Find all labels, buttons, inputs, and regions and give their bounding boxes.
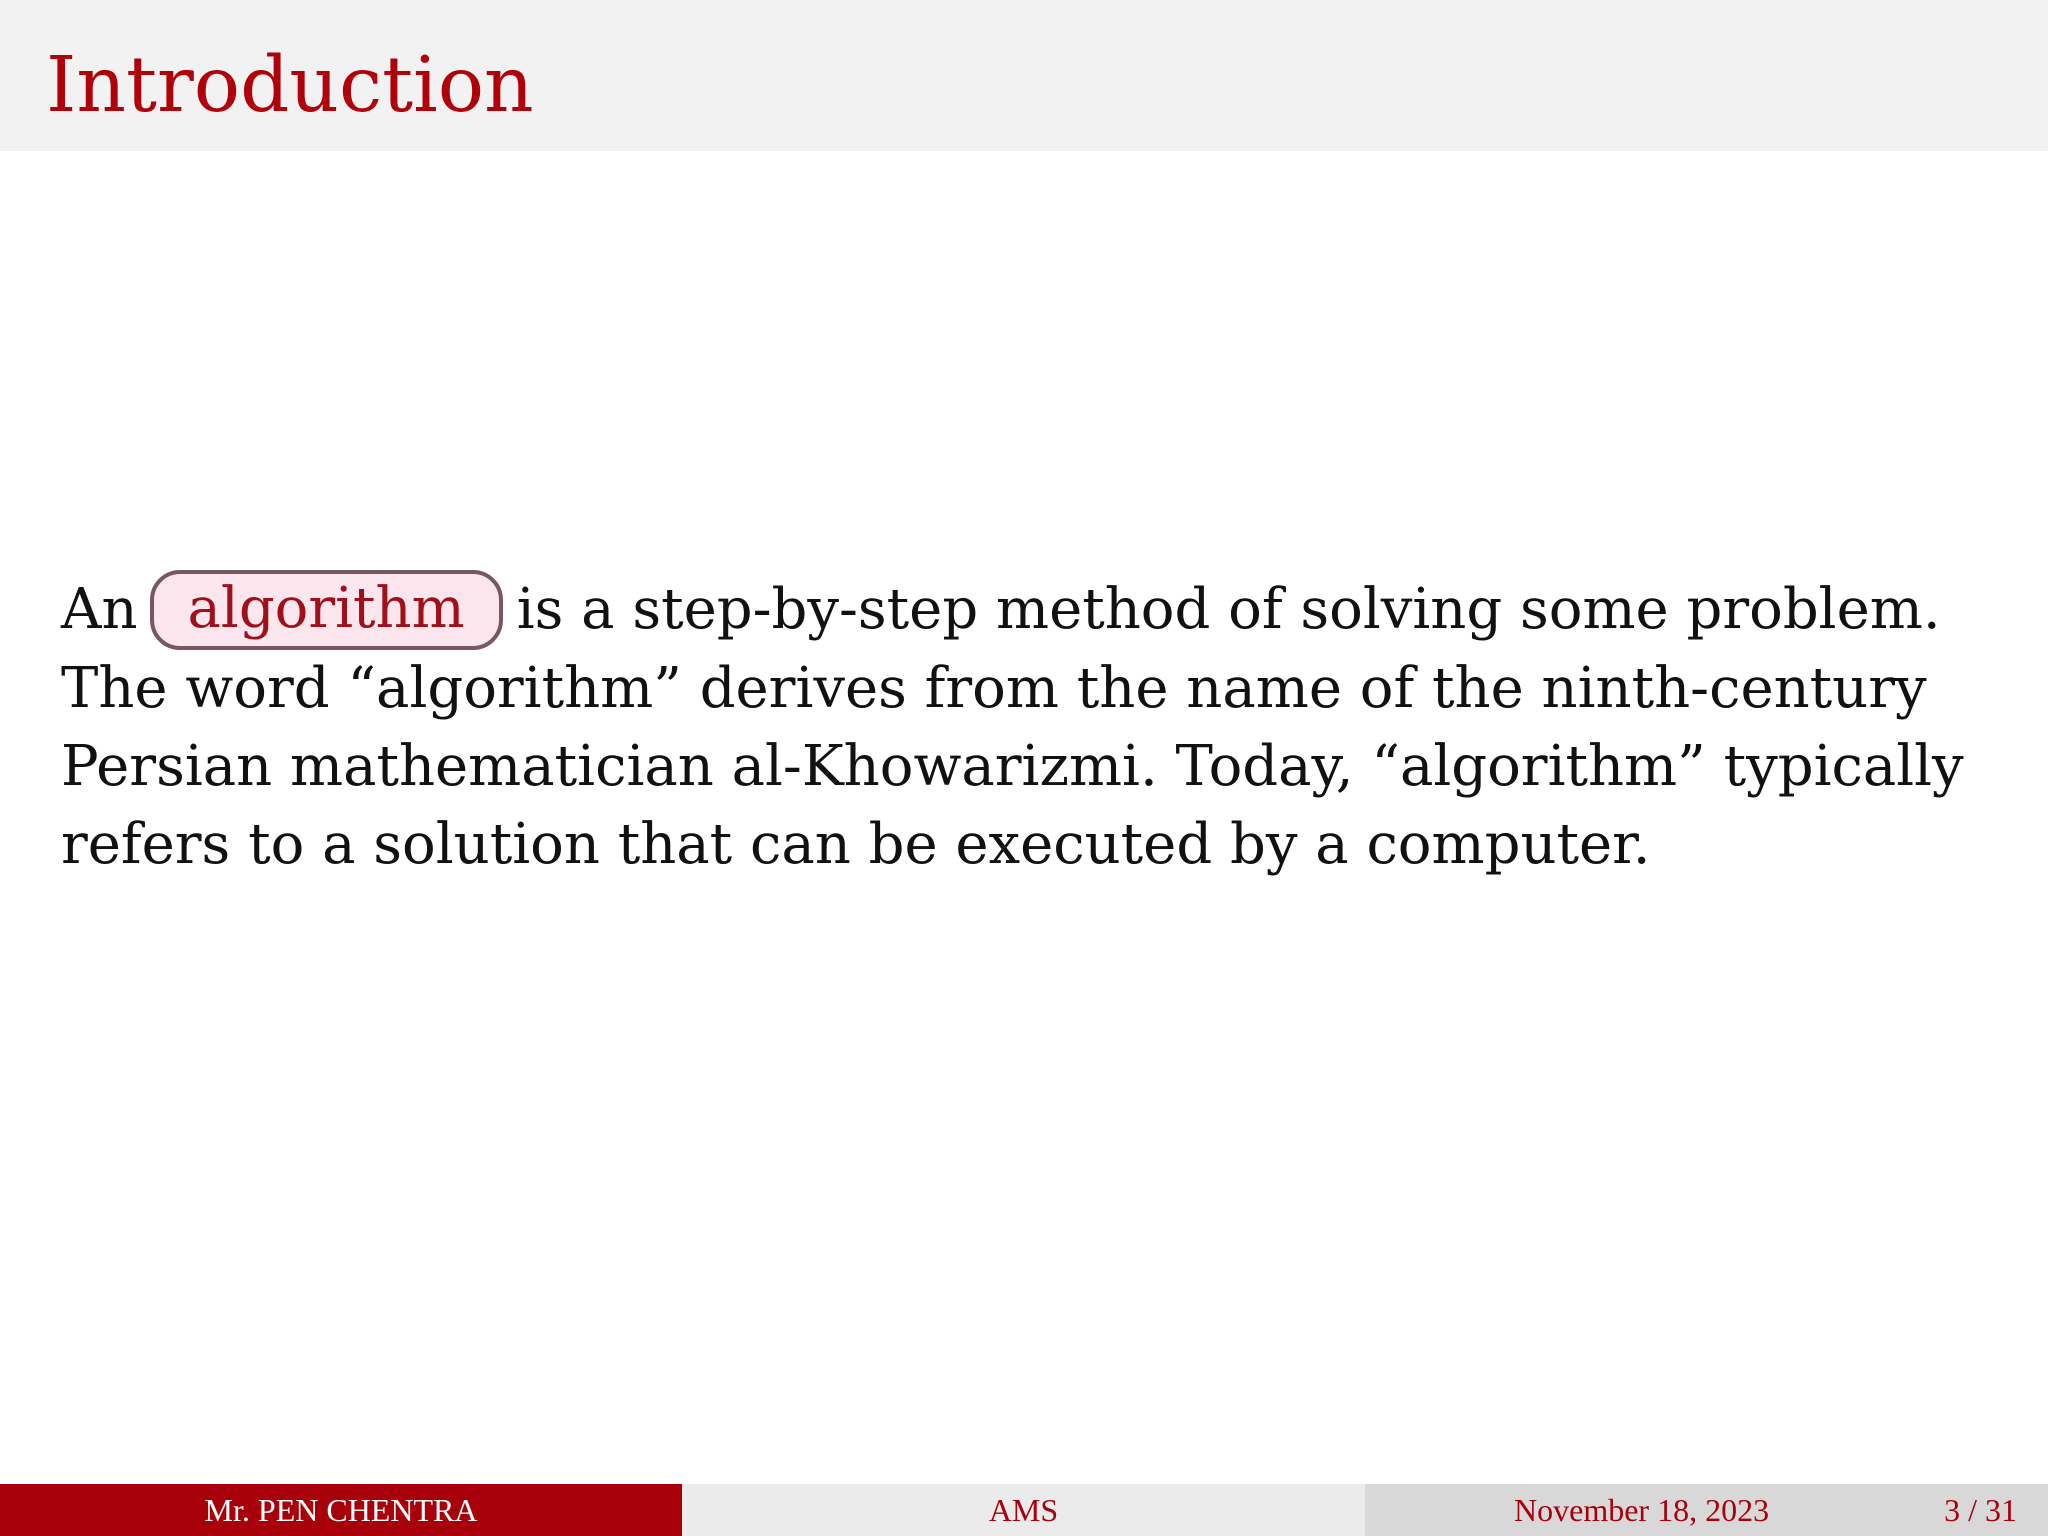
algorithm-term-highlight: algorithm bbox=[150, 570, 503, 650]
footer-date: November 18, 2023 bbox=[1514, 1492, 1770, 1528]
footer-bar bbox=[0, 1484, 2048, 1536]
line1-lead-text: An bbox=[61, 577, 138, 642]
slide-title: Introduction bbox=[46, 41, 534, 130]
paragraph-line-1 bbox=[61, 570, 2011, 650]
paragraph-line-4: refers to a solution that can be executed by a computer. bbox=[61, 812, 1651, 877]
page-number: 3 / 31 bbox=[1944, 1492, 2017, 1528]
footer-institute: AMS bbox=[682, 1484, 1365, 1536]
definition-paragraph bbox=[61, 570, 2011, 884]
title-bar bbox=[0, 0, 2048, 151]
paragraph-line-3: Persian mathematician al-Khowarizmi. Today, “algorithm” typically bbox=[61, 734, 1964, 799]
footer-date-page bbox=[1365, 1484, 2048, 1536]
footer-author: Mr. PEN CHENTRA bbox=[0, 1484, 682, 1536]
line1-trailing-text: is a step-by-step method of solving some problem. bbox=[516, 577, 1941, 642]
paragraph-line-2: The word “algorithm” derives from the name of the ninth-century bbox=[61, 656, 1927, 721]
